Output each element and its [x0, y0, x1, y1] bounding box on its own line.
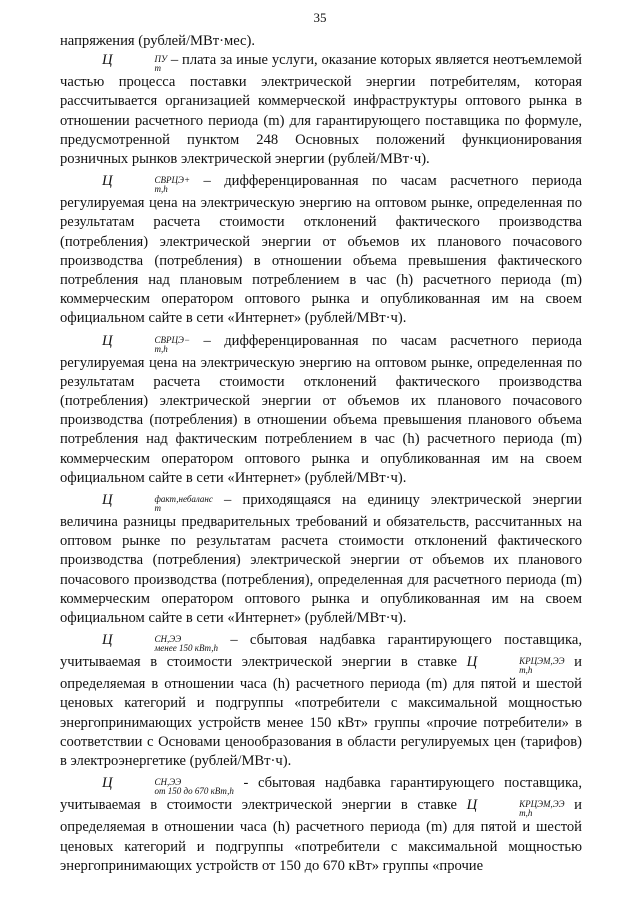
paragraph-1: напряжения (рублей/МВт·мес).: [60, 33, 256, 49]
formula-symbol: Ц ПУ m: [102, 52, 168, 74]
formula-symbol: Ц СН,ЭЭ от 150 до 670 кВт,h: [102, 775, 234, 797]
inline-formula-symbol: Ц КРЦЭМ,ЭЭ m,h: [466, 797, 565, 819]
formula-symbol: Ц факт,небаланс m: [102, 492, 213, 514]
paragraph-2: Ц ПУ m – плата за иные услуги, оказание которых является неотъемлемой частью процесса поставки электрической энергии потребителям, которая рассчитывается организацией коммерческой инфраструктуры оптового рынка в отношении расчетного периода (m) для гарантирующего поставщика по формуле, предусмотренной пунктом 248 Основных положений функционирования розничных рынков электрической энергии (рублей/МВт·ч).: [60, 52, 582, 168]
inline-formula-symbol: Ц КРЦЭМ,ЭЭ m,h: [466, 654, 565, 676]
paragraph-3: Ц СВРЦЭ+ m,h – дифференцированная по часам расчетного периода регулируемая цена на электрическую энергию на оптовом рынке, определенная по результатам расчета стоимости отклонений фактического производства (потребления) электрической энергии от объемов их планового почасового производства (потребления) в отношении объема превышения фактического потребления над плановым потреблением в час (h) расчетного периода (m) коммерческим оператором оптового рынка и опубликованная им на своем официальном сайте в сети «Интернет» (рублей/МВт·ч).: [60, 173, 582, 327]
paragraph-7: Ц СН,ЭЭ от 150 до 670 кВт,h - сбытовая надбавка гарантирующего поставщика, учитываемая в стоимости электрической энергии в ставке Ц КРЦЭМ,ЭЭ m,h и определяемая в отношении часа (h) расчетного периода (m) для пятой и шестой ценовых категорий и подгруппы «потребители с максимальной мощностью энергопринимающих устройств от 150 до 670 кВт» группы «прочие: [60, 775, 582, 874]
formula-symbol: Ц СВРЦЭ+ m,h: [102, 173, 191, 195]
formula-symbol: Ц СН,ЭЭ менее 150 кВт,h: [102, 632, 219, 654]
paragraph-4: Ц СВРЦЭ− m,h – дифференцированная по часам расчетного периода регулируемая цена на электрическую энергию на оптовом рынке, определенная по результатам расчета стоимости отклонений фактического производства (потребления) электрической энергии от объемов их планового почасового производства (потребления) в отношении объема превышения планового объема потребления над фактическим потреблением в час (h) расчетного периода (m) коммерческим оператором оптового рынка и опубликованная им на своем официальном сайте в сети «Интернет» (рублей/МВт·ч).: [60, 332, 582, 486]
formula-symbol: Ц СВРЦЭ− m,h: [102, 332, 191, 354]
document-body: [60, 32, 582, 876]
paragraph-5: Ц факт,небаланс m – приходящаяся на единицу электрической энергии величина разницы предварительных требований и обязательств, рассчитанных на оптовом рынке по результатам расчета стоимости отклонений фактического производства (потребления) электрической энергии от объемов их планового почасового производства (потребления), определенная для расчетного периода (m) коммерческим оператором оптового рынка и опубликованная им на своем официальном сайте в сети «Интернет» (рублей/МВт·ч).: [60, 492, 582, 627]
page-number: 35: [313, 10, 327, 25]
paragraph-6: Ц СН,ЭЭ менее 150 кВт,h – сбытовая надбавка гарантирующего поставщика, учитываемая в стоимости электрической энергии в ставке Ц КРЦЭМ,ЭЭ m,h и определяемая в отношении часа (h) расчетного периода (m) для пятой и шестой ценовых категорий и подгруппы «потребители с максимальной мощностью энергопринимающих устройств менее 150 кВт» группы «прочие потребители» в соответствии с Основами ценообразования в области регулируемых цен (тарифов) в электроэнергетике (рублей/МВт·ч).: [60, 632, 582, 770]
